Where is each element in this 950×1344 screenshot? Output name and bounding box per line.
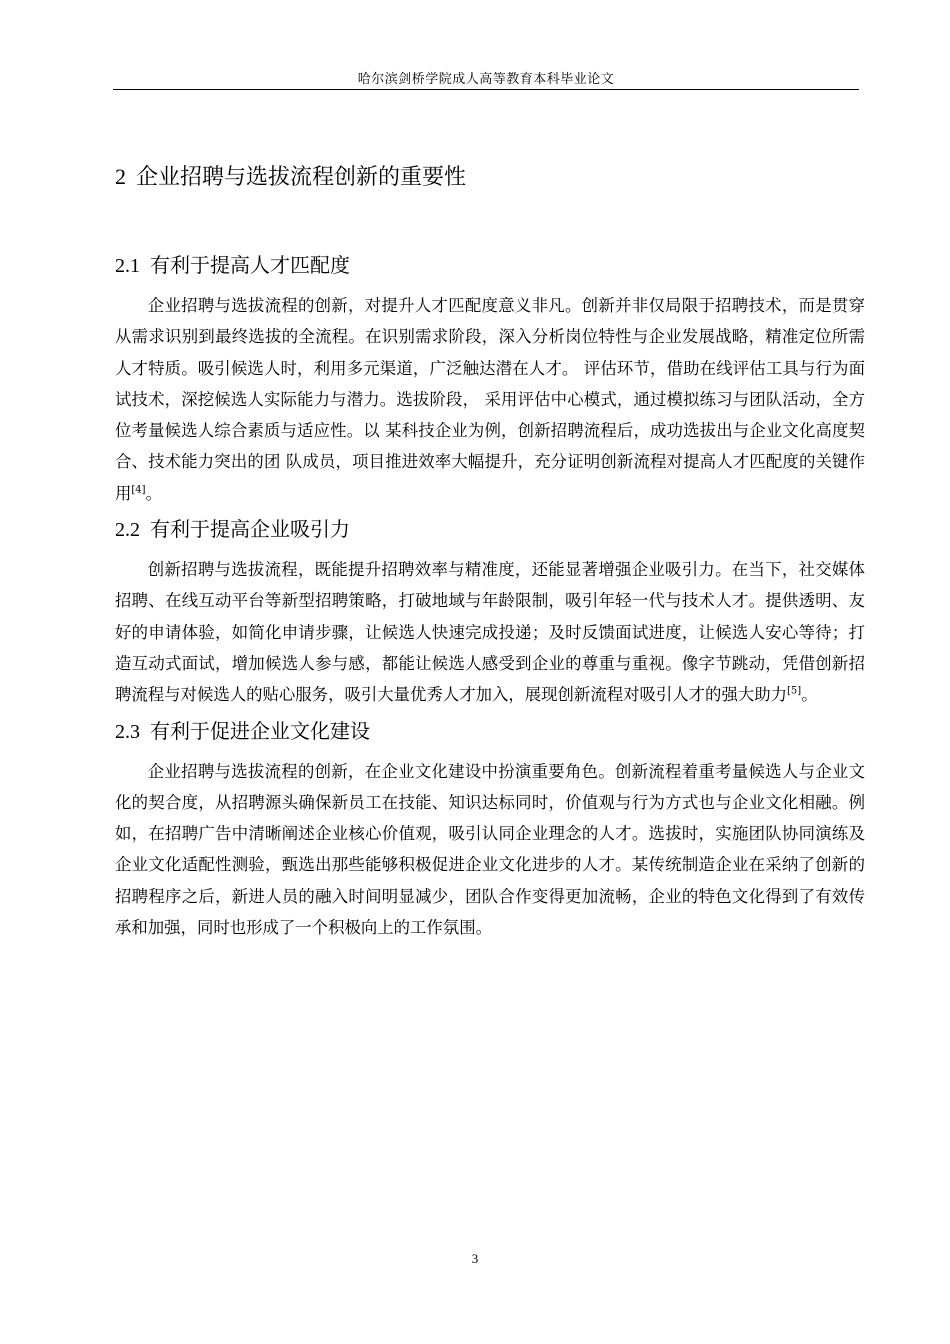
chapter-heading	[115, 162, 865, 193]
page-content	[115, 162, 865, 949]
section-number: 2.1	[115, 255, 140, 277]
section-paragraph-2-1	[115, 290, 865, 509]
section-title: 有利于提高人才匹配度	[150, 253, 350, 277]
paragraph-text: 企业招聘与选拔流程的创新，对提升人才匹配度意义非凡。创新并非仅局限于招聘技术，而是贯穿从需求识别到最终选拔的全流程。在识别需求阶段，深入分析岗位特性与企业发展战略，精准定位所需人才特质。吸引候选人时，利用多元渠道，广泛触达潜在人才。 评估环节，借助在线评估工具与行为面试技术，深挖候选人实际能力与潜力。选拔阶段， 采用评估中心模式，通过模拟练习与团队活动，全方位考量候选人综合素质与适应性。以 某科技企业为例，创新招聘流程后，成功选拔出与企业文化高度契合、技术能力突出的团 队成员，项目推进效率大幅提升，充分证明创新流程对提高人才匹配度的关键作用	[115, 296, 865, 503]
section-title: 有利于促进企业文化建设	[150, 718, 370, 743]
paragraph-text: 企业招聘与选拔流程的创新，在企业文化建设中扮演重要角色。创新流程着重考量候选人与企业文化的契合度，从招聘源头确保新员工在技能、知识达标同时，价值观与行为方式也与企业文化相融。例如，在招聘广告中清晰阐述企业核心价值观，吸引认同企业理念的人才。选拔时，实施团队协同演练及企业文化适配性测验，甄选出那些能够积极促进企业文化进步的人才。某传统制造企业在采纳了创新的招聘程序之后，新进人员的融入时间明显减少，团队合作变得更加流畅，企业的特色文化得到了有效传承和加强，同时也形成了一个积极向上的工作氛围。	[115, 761, 865, 938]
section-number: 2.2	[115, 519, 140, 542]
paragraph-text: 创新招聘与选拔流程，既能提升招聘效率与精准度，还能显著增强企业吸引力。在当下，社交媒体招聘、在线互动平台等新型招聘策略，打破地域与年龄限制，吸引年轻一代与技术人才。提供透明、友好的申请体验，如简化申请步骤，让候选人快速完成投递；及时反馈面试进度，让候选人安心等待；打造互动式面试，增加候选人参与感，都能让候选人感受到企业的尊重与重视。像字节跳动，凭借创新招聘流程与对候选人的贴心服务，吸引大量优秀人才加入，展现创新流程对吸引人才的强大助力	[115, 560, 865, 705]
page-number: 3	[471, 1251, 479, 1266]
section-heading-2-1	[115, 251, 865, 280]
section-heading-2-2	[115, 515, 865, 544]
section-number: 2.3	[115, 720, 140, 743]
section-heading-2-3	[115, 717, 865, 746]
section-paragraph-2-2	[115, 554, 865, 710]
paragraph-tail: 。	[801, 685, 818, 705]
running-header: 哈尔滨剑桥学院成人高等教育本科毕业论文	[357, 72, 615, 87]
paragraph-tail: 。	[145, 483, 162, 503]
header-rule	[113, 89, 859, 90]
chapter-number: 2	[115, 164, 126, 189]
chapter-title: 企业招聘与选拔流程创新的重要性	[136, 165, 467, 190]
section-paragraph-2-3	[115, 756, 865, 944]
citation-marker: [4]	[131, 484, 146, 496]
section-title: 有利于提高企业吸引力	[150, 517, 350, 542]
citation-marker: [5]	[787, 685, 802, 697]
